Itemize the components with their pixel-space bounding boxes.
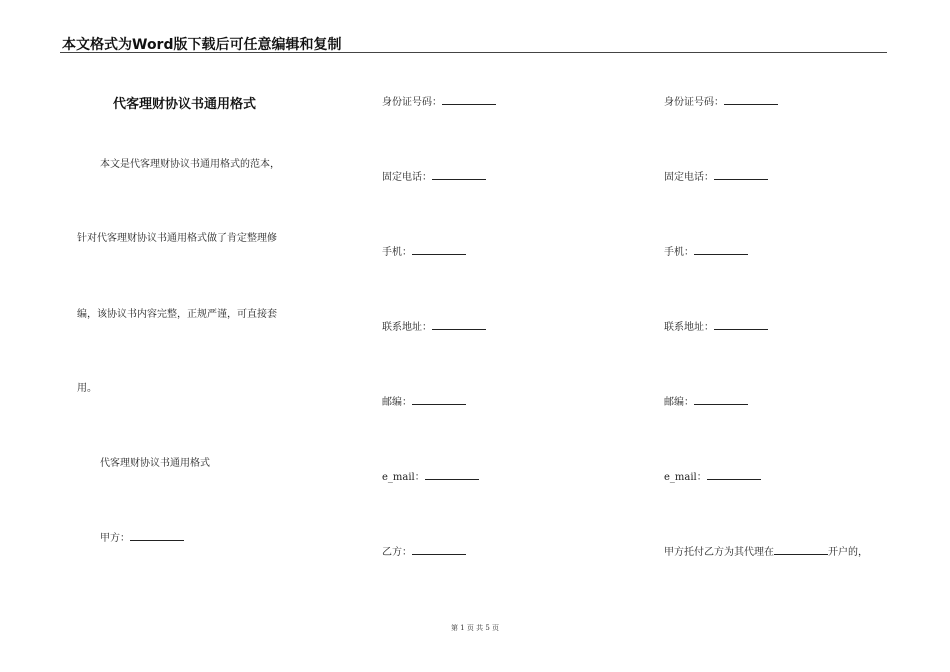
- page-mid: 页 共: [466, 624, 484, 632]
- b-phone-line: [664, 168, 768, 183]
- b-address-blank: [714, 320, 768, 330]
- a-mobile-blank: [412, 245, 466, 255]
- a-address-line: [382, 318, 486, 333]
- a-phone-line: [382, 168, 486, 183]
- entrust-line: [664, 543, 868, 558]
- b-mobile-label: 手机：: [664, 247, 694, 258]
- b-postcode-line: [664, 393, 748, 408]
- page-current: 1: [460, 624, 465, 632]
- page-prefix: 第: [450, 624, 458, 632]
- page-total: 5: [485, 624, 490, 632]
- b-id-card-line: [664, 93, 778, 108]
- b-address-label: 联系地址：: [664, 322, 714, 333]
- intro-line-2: 针对代客理财协议书通用格式做了肯定整理修: [77, 233, 277, 244]
- b-address-line: [664, 318, 768, 333]
- b-mobile-line: [664, 243, 748, 258]
- a-email-label: e_mail：: [382, 472, 425, 483]
- a-postcode-label: 邮编：: [382, 397, 412, 408]
- entrust-blank: [774, 545, 828, 555]
- b-postcode-label: 邮编：: [664, 397, 694, 408]
- page-number: [0, 623, 950, 633]
- party-a-line: [100, 529, 184, 544]
- b-mobile-blank: [694, 245, 748, 255]
- a-phone-label: 固定电话：: [382, 172, 432, 183]
- b-email-line: [664, 468, 761, 483]
- b-postcode-blank: [694, 395, 748, 405]
- intro-line-4: 用。: [77, 383, 97, 394]
- party-a-blank: [130, 531, 184, 541]
- b-phone-label: 固定电话：: [664, 172, 714, 183]
- a-postcode-line: [382, 393, 466, 408]
- entrust-text-before: 甲方托付乙方为其代理在: [664, 547, 774, 558]
- a-phone-blank: [432, 170, 486, 180]
- a-postcode-blank: [412, 395, 466, 405]
- party-b-line: [382, 543, 466, 558]
- b-email-label: e_mail：: [664, 472, 707, 483]
- a-email-blank: [425, 470, 479, 480]
- a-mobile-line: [382, 243, 466, 258]
- subtitle: 代客理财协议书通用格式: [100, 458, 210, 469]
- entrust-text-after: 开户的，: [828, 547, 868, 558]
- a-email-line: [382, 468, 479, 483]
- intro-line-1: 本文是代客理财协议书通用格式的范本，: [100, 159, 280, 170]
- intro-line-3: 编，该协议书内容完整，正规严谨，可直接套: [77, 309, 277, 320]
- a-address-blank: [432, 320, 486, 330]
- a-id-card-label: 身份证号码：: [382, 97, 442, 108]
- a-id-card-line: [382, 93, 496, 108]
- party-b-label: 乙方：: [382, 547, 412, 558]
- b-id-card-label: 身份证号码：: [664, 97, 724, 108]
- document-title: 代客理财协议书通用格式: [113, 97, 257, 112]
- a-id-card-blank: [442, 95, 496, 105]
- a-mobile-label: 手机：: [382, 247, 412, 258]
- header-rule: [60, 52, 887, 53]
- b-phone-blank: [714, 170, 768, 180]
- party-b-blank: [412, 545, 466, 555]
- a-address-label: 联系地址：: [382, 322, 432, 333]
- b-email-blank: [707, 470, 761, 480]
- party-a-label: 甲方：: [100, 533, 130, 544]
- header-title: 本文格式为Word版下载后可任意编辑和复制: [62, 37, 342, 53]
- b-id-card-blank: [724, 95, 778, 105]
- page-suffix: 页: [492, 624, 500, 632]
